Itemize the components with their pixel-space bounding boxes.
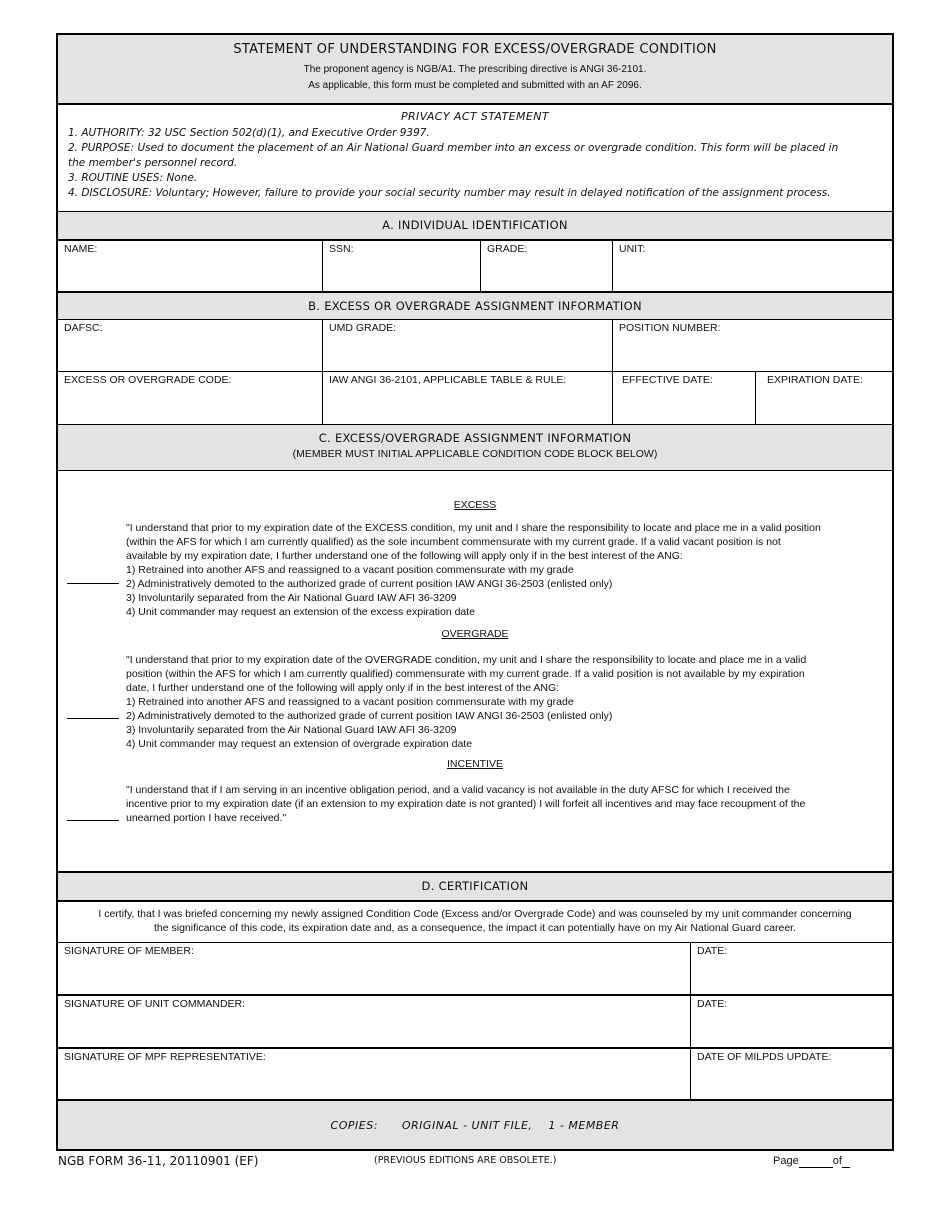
- expiration-date-label: EXPIRATION DATE:: [767, 374, 863, 386]
- mpf-signature-field[interactable]: [58, 1049, 691, 1099]
- incentive-line: unearned portion I have received.": [126, 812, 287, 824]
- section-c-body: [58, 470, 892, 871]
- ssn-field[interactable]: [323, 241, 481, 291]
- member-signature-field[interactable]: [58, 943, 691, 994]
- name-label: NAME:: [64, 243, 98, 255]
- incentive-title: INCENTIVE: [446, 758, 503, 770]
- page-total-field[interactable]: [842, 1155, 850, 1168]
- milpds-update-field[interactable]: [691, 1049, 892, 1099]
- incentive-statement: [126, 783, 862, 825]
- section-c-title: C. EXCESS/OVERGRADE ASSIGNMENT INFORMATION: [318, 431, 632, 445]
- privacy-authority: 1. AUTHORITY: 32 USC Section 502(d)(1), and Executive Order 9397.: [68, 127, 430, 139]
- excess-line: 4) Unit commander may request an extension of the excess expiration date: [126, 606, 476, 618]
- overgrade-line: 3) Involuntarily separated from the Air National Guard IAW AFI 36-3209: [126, 724, 457, 736]
- excess-line: 2) Administratively demoted to the authorized grade of current position IAW ANGI 36-2503 (enlisted only): [126, 578, 613, 590]
- overgrade-line: position (within the AFS for which I am currently qualified) commensurate with my current grade. If a valid position is not available by my expiration: [126, 668, 805, 680]
- section-c-heading: [58, 424, 892, 470]
- milpds-update-label: DATE OF MILPDS UPDATE:: [697, 1051, 832, 1063]
- excess-line: (within the AFS for which I am currently qualified) as the sole incumbent commensurate with my current grade. If a valid vacant position is not: [126, 536, 781, 548]
- dafsc-field[interactable]: [58, 320, 323, 371]
- ssn-label: SSN:: [329, 243, 354, 255]
- overgrade-line: 4) Unit commander may request an extension of overgrade expiration date: [126, 738, 473, 750]
- grade-label: GRADE:: [487, 243, 528, 255]
- commander-signature-field[interactable]: [58, 996, 691, 1047]
- form-title: STATEMENT OF UNDERSTANDING FOR EXCESS/OVERGRADE CONDITION: [233, 42, 717, 57]
- dafsc-label: DAFSC:: [64, 322, 103, 334]
- excess-line: "I understand that prior to my expiration date of the EXCESS condition, my unit and I share the responsibility to locate and place me in a valid position: [126, 522, 821, 534]
- mpf-signature-label: SIGNATURE OF MPF REPRESENTATIVE:: [64, 1051, 266, 1063]
- excess-overgrade-code-field[interactable]: [58, 372, 323, 424]
- of-label: of: [832, 1155, 842, 1167]
- commander-signature-label: SIGNATURE OF UNIT COMMANDER:: [64, 998, 246, 1010]
- excess-initial-line[interactable]: [67, 583, 119, 584]
- excess-statement: [126, 521, 862, 619]
- excess-line: 3) Involuntarily separated from the Air National Guard IAW AFI 36-3209: [126, 592, 457, 604]
- form-number: NGB FORM 36-11, 20110901 (EF): [58, 1154, 259, 1168]
- overgrade-line: "I understand that prior to my expiration date of the OVERGRADE condition, my unit and I share the responsibility to locate and place me in a valid: [126, 654, 807, 666]
- obsolete-notice: (PREVIOUS EDITIONS ARE OBSOLETE.): [374, 1155, 557, 1166]
- excess-line: 1) Retrained into another AFS and reassigned to a vacant position commensurate with my grade: [126, 564, 574, 576]
- overgrade-line: 1) Retrained into another AFS and reassigned to a vacant position commensurate with my grade: [126, 696, 574, 708]
- position-number-label: POSITION NUMBER:: [619, 322, 721, 334]
- umd-grade-label: UMD GRADE:: [329, 322, 397, 334]
- umd-grade-field[interactable]: [323, 320, 613, 371]
- name-field[interactable]: [58, 241, 323, 291]
- section-b-row-2: [58, 371, 892, 424]
- proponent-line: The proponent agency is NGB/A1. The prescribing directive is ANGI 36-2101.: [303, 64, 647, 75]
- commander-signature-row: [58, 994, 892, 1047]
- member-date-label: DATE:: [697, 945, 728, 957]
- page-label: Page: [773, 1155, 799, 1167]
- cert-line-2: the significance of this code, its expiration date and, as a consequence, the impact it can potentially have on my Air National Guard career.: [153, 922, 797, 934]
- page-number-field[interactable]: [799, 1155, 833, 1168]
- incentive-line: "I understand that if I am serving in an incentive obligation period, and a valid vacancy is not available in the duty AFSC for which I received the: [126, 784, 790, 796]
- privacy-heading: PRIVACY ACT STATEMENT: [400, 110, 550, 123]
- mpf-signature-row: [58, 1047, 892, 1099]
- section-d-heading: D. CERTIFICATION: [58, 871, 892, 900]
- unit-label: UNIT:: [619, 243, 646, 255]
- expiration-date-field[interactable]: [756, 372, 892, 424]
- overgrade-statement: [126, 653, 862, 751]
- page-indicator: [773, 1155, 850, 1168]
- effective-date-label: EFFECTIVE DATE:: [622, 374, 713, 386]
- form-frame: [56, 33, 894, 1151]
- privacy-disclosure: 4. DISCLOSURE: Voluntary; However, failure to provide your social security number may result in delayed notification of the assignment process.: [68, 187, 831, 199]
- excess-title: EXCESS: [453, 499, 497, 511]
- grade-field[interactable]: [481, 241, 613, 291]
- privacy-routine-uses: 3. ROUTINE USES: None.: [68, 172, 198, 184]
- overgrade-initial-line[interactable]: [67, 718, 119, 719]
- commander-date-label: DATE:: [697, 998, 728, 1010]
- table-rule-label: IAW ANGI 36-2101, APPLICABLE TABLE & RULE:: [329, 374, 567, 386]
- applicable-line: As applicable, this form must be completed and submitted with an AF 2096.: [308, 80, 642, 91]
- section-a-heading: A. INDIVIDUAL IDENTIFICATION: [58, 211, 892, 239]
- privacy-act-statement: [58, 103, 892, 211]
- section-a-fields: [58, 239, 892, 291]
- overgrade-title: OVERGRADE: [441, 628, 509, 640]
- certification-text: [58, 900, 892, 942]
- overgrade-line: date, I further understand one of the following will apply only if in the best interest of the ANG:: [126, 682, 560, 694]
- privacy-purpose: 2. PURPOSE: Used to document the placement of an Air National Guard member into an excess or overgrade condition. This form will be placed in the member's personnel record.: [68, 142, 839, 169]
- member-signature-label: SIGNATURE OF MEMBER:: [64, 945, 194, 957]
- position-number-field[interactable]: [613, 320, 892, 371]
- table-rule-field[interactable]: [323, 372, 613, 424]
- section-b-row-1: [58, 319, 892, 371]
- section-b-heading: B. EXCESS OR OVERGRADE ASSIGNMENT INFORMATION: [58, 291, 892, 319]
- incentive-initial-line[interactable]: [67, 820, 119, 821]
- incentive-line: incentive prior to my expiration date (if an extension to my expiration date is not granted) I will forfeit all incentives and may face recoupment of the: [126, 798, 806, 810]
- code-label: EXCESS OR OVERGRADE CODE:: [64, 374, 232, 386]
- cert-line-1: I certify, that I was briefed concerning my newly assigned Condition Code (Excess and/or Overgrade Code) and was counseled by my unit commander concerning: [98, 908, 852, 920]
- commander-date-field[interactable]: [691, 996, 892, 1047]
- member-date-field[interactable]: [691, 943, 892, 994]
- unit-field[interactable]: [613, 241, 892, 291]
- overgrade-line: 2) Administratively demoted to the authorized grade of current position IAW ANGI 36-2503 (enlisted only): [126, 710, 613, 722]
- section-c-subtitle: (MEMBER MUST INITIAL APPLICABLE CONDITION CODE BLOCK BELOW): [292, 448, 658, 460]
- member-signature-row: [58, 942, 892, 994]
- effective-date-field[interactable]: [613, 372, 756, 424]
- form-header: [58, 35, 892, 103]
- excess-line: available by my expiration date, I further understand one of the following will apply only if in the best interest of the ANG:: [126, 550, 683, 562]
- copies-distribution: COPIES: ORIGINAL - UNIT FILE, 1 - MEMBER: [58, 1099, 892, 1149]
